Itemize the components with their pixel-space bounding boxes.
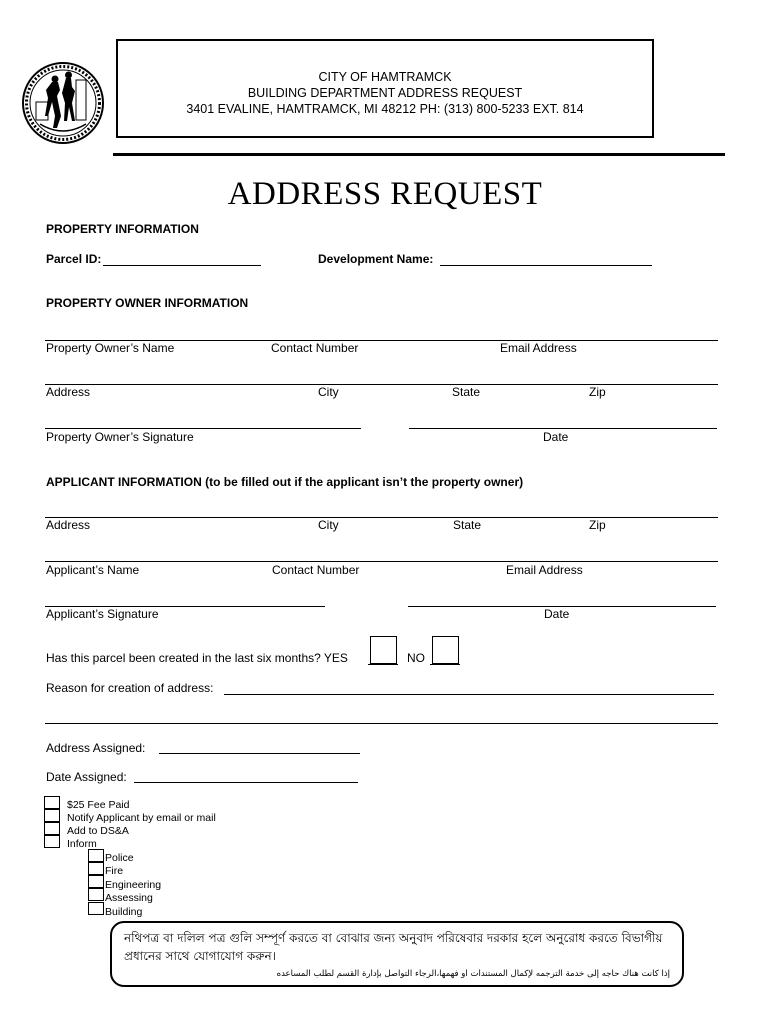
assessing-checkbox[interactable] — [88, 888, 104, 901]
owner-city-label: City — [318, 385, 339, 399]
yes-checkbox[interactable] — [370, 636, 397, 664]
reason-field[interactable] — [224, 694, 714, 695]
applicant-state-label: State — [453, 518, 482, 532]
no-underline — [430, 664, 460, 665]
assessing-label: Assessing — [105, 892, 153, 904]
building-label: Building — [105, 906, 143, 918]
inform-label: Inform — [67, 838, 97, 850]
header-divider — [113, 153, 725, 156]
police-checkbox[interactable] — [88, 849, 104, 862]
applicant-info-heading: APPLICANT INFORMATION (to be filled out if the applicant isn’t the property owner) — [46, 475, 524, 489]
page-title: ADDRESS REQUEST — [227, 176, 543, 212]
address-assigned-field[interactable] — [159, 753, 360, 754]
parcel-id-field[interactable] — [103, 265, 261, 266]
owner-date-label: Date — [543, 430, 569, 444]
owner-state-label: State — [452, 385, 481, 399]
owner-email-label: Email Address — [500, 341, 577, 355]
applicant-zip-label: Zip — [589, 518, 606, 532]
parcel-id-label: Parcel ID: — [46, 252, 102, 266]
address-assigned-label: Address Assigned: — [46, 741, 146, 755]
applicant-signature-label: Applicant’s Signature — [46, 607, 159, 621]
owner-name-label: Property Owner’s Name — [46, 341, 175, 355]
applicant-contact-label: Contact Number — [272, 563, 360, 577]
property-info-heading: PROPERTY INFORMATION — [46, 222, 199, 236]
header-city: CITY OF HAMTRAMCK — [318, 70, 452, 84]
development-name-field[interactable] — [440, 265, 652, 266]
applicant-name-label: Applicant’s Name — [46, 563, 140, 577]
header-box — [116, 39, 654, 138]
date-assigned-field[interactable] — [134, 782, 358, 783]
applicant-email-label: Email Address — [506, 563, 583, 577]
add-dsa-checkbox[interactable] — [44, 822, 60, 835]
fire-checkbox[interactable] — [88, 862, 104, 875]
owner-address-field[interactable] — [45, 384, 718, 385]
applicant-date-label: Date — [544, 607, 570, 621]
owner-address-label: Address — [46, 385, 91, 399]
reason-label: Reason for creation of address: — [46, 681, 214, 695]
date-assigned-label: Date Assigned: — [46, 770, 127, 784]
notice-arabic: إذا كانت هناك حاجه إلى خدمة الترجمه لإكمال المستندات او فهمها،الرجاء التواصل بإدارة القسم لطلب المساعده — [276, 969, 670, 979]
development-name-label: Development Name: — [318, 252, 434, 266]
notice-bengali: নথিপত্র বা দলিল পত্র গুলি সম্পূর্ণ করতে বা বোঝার জন্য অনুবাদ পরিষেবার দরকার হলে অনুরোধ করতে বিভাগীয় প্রধানের সাথে যোগাযোগ করুন। — [124, 931, 663, 963]
parcel-created-question: Has this parcel been created in the last six months? YES — [46, 651, 348, 665]
engineering-checkbox[interactable] — [88, 875, 104, 888]
owner-date-field[interactable] — [409, 428, 717, 429]
translation-notice — [110, 921, 684, 987]
yes-underline — [368, 664, 398, 665]
owner-signature-label: Property Owner’s Signature — [46, 430, 194, 444]
owner-contact-label: Contact Number — [271, 341, 359, 355]
city-seal-logo — [22, 62, 104, 144]
police-label: Police — [105, 852, 134, 864]
fee-paid-checkbox[interactable] — [44, 796, 60, 809]
building-checkbox[interactable] — [88, 902, 104, 915]
applicant-address-field[interactable] — [45, 517, 718, 518]
applicant-address-label: Address — [46, 518, 91, 532]
owner-info-heading: PROPERTY OWNER INFORMATION — [46, 296, 249, 310]
applicant-name-contact-email-field[interactable] — [45, 561, 718, 562]
fee-paid-label: $25 Fee Paid — [67, 799, 130, 811]
reason-field-continued[interactable] — [45, 723, 718, 724]
notify-applicant-label: Notify Applicant by email or mail — [67, 812, 216, 824]
owner-signature-field[interactable] — [45, 428, 361, 429]
add-dsa-label: Add to DS&A — [67, 825, 129, 837]
applicant-city-label: City — [318, 518, 339, 532]
header-department: BUILDING DEPARTMENT ADDRESS REQUEST — [247, 86, 523, 100]
engineering-label: Engineering — [105, 879, 162, 891]
notify-applicant-checkbox[interactable] — [44, 809, 60, 822]
no-label: NO — [407, 651, 425, 665]
owner-zip-label: Zip — [589, 385, 606, 399]
fire-label: Fire — [105, 865, 124, 877]
header-address: 3401 EVALINE, HAMTRAMCK, MI 48212 PH: (313) 800-5233 EXT. 814 — [186, 102, 584, 116]
no-checkbox[interactable] — [432, 636, 459, 664]
inform-checkbox[interactable] — [44, 835, 60, 848]
